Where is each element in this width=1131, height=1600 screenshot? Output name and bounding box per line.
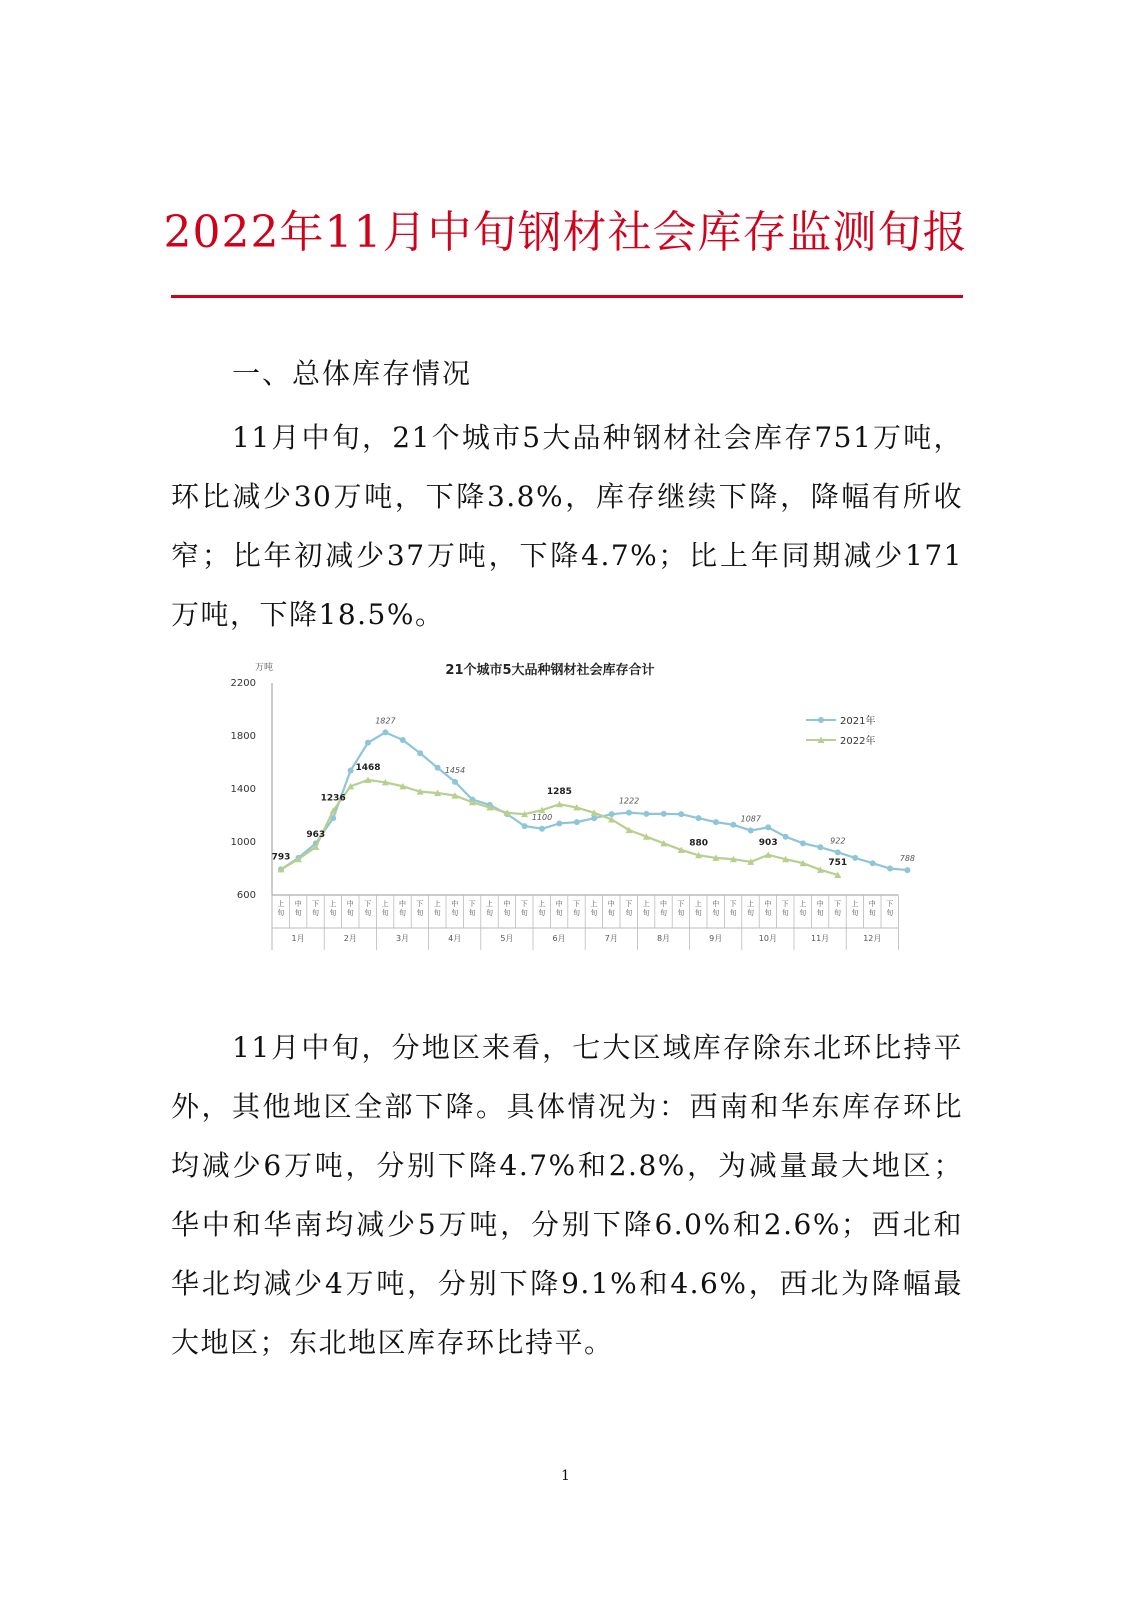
y-tick-label: 1000 xyxy=(230,837,256,848)
x-tick-label: 上旬 xyxy=(538,900,546,917)
data-point-2021 xyxy=(522,823,528,829)
x-tick-label: 上旬 xyxy=(486,900,493,917)
data-point-2021 xyxy=(556,820,562,826)
data-point-2021 xyxy=(765,824,771,830)
data-point-2021 xyxy=(643,811,649,817)
title-divider xyxy=(171,295,963,298)
x-tick-label: 上旬 xyxy=(799,900,807,917)
data-point-2021 xyxy=(435,765,441,771)
x-tick-label: 上旬 xyxy=(590,900,598,917)
data-label: 1285 xyxy=(546,787,572,798)
y-axis-unit: 万吨 xyxy=(254,663,274,673)
data-label: 1468 xyxy=(355,762,381,773)
legend-marker xyxy=(818,717,824,723)
data-label: 1087 xyxy=(740,814,761,824)
x-tick-label: 中旬 xyxy=(712,900,720,917)
x-tick-label: 上旬 xyxy=(642,900,650,917)
data-point-2021 xyxy=(417,750,423,756)
data-point-2021 xyxy=(365,740,371,746)
month-group-label: 5月 xyxy=(500,934,514,943)
x-tick-label: 上旬 xyxy=(277,900,285,917)
document-title: 2022年11月中旬钢材社会库存监测旬报 xyxy=(163,207,968,258)
data-label: 1236 xyxy=(320,793,346,804)
data-label: 793 xyxy=(271,852,291,863)
x-tick-label: 中旬 xyxy=(503,900,511,917)
data-label: 880 xyxy=(689,838,708,849)
month-group-label: 9月 xyxy=(709,934,723,943)
x-tick-label: 上旬 xyxy=(747,900,754,917)
x-tick-label: 下旬 xyxy=(677,900,685,917)
month-group-label: 10月 xyxy=(758,934,777,943)
month-group-label: 4月 xyxy=(448,934,462,943)
inventory-chart xyxy=(230,658,920,978)
x-tick-label: 上旬 xyxy=(381,900,389,917)
data-point-2021 xyxy=(348,767,354,773)
x-tick-label: 中旬 xyxy=(451,900,459,917)
data-point-2021 xyxy=(626,810,632,816)
data-label: 1827 xyxy=(375,716,396,726)
month-group-label: 2月 xyxy=(343,934,357,943)
x-tick-label: 下旬 xyxy=(312,900,319,917)
data-point-2021 xyxy=(852,855,858,861)
legend-label: 2021年 xyxy=(840,716,876,727)
data-point-2021 xyxy=(887,866,893,872)
x-tick-label: 下旬 xyxy=(468,900,476,917)
data-point-2021 xyxy=(870,860,876,866)
data-point-2021 xyxy=(904,867,910,873)
data-label: 1222 xyxy=(618,796,640,806)
x-tick-label: 中旬 xyxy=(607,900,615,917)
month-group-label: 7月 xyxy=(604,934,618,943)
x-tick-label: 中旬 xyxy=(660,900,667,917)
x-tick-label: 中旬 xyxy=(294,900,302,917)
data-point-2021 xyxy=(730,822,736,828)
x-tick-label: 上旬 xyxy=(851,900,859,917)
inventory-chart-svg xyxy=(230,658,920,978)
data-point-2021 xyxy=(539,826,545,832)
chart-title: 21个城市5大品种钢材社会库存合计 xyxy=(445,663,655,678)
month-group-label: 8月 xyxy=(656,934,671,943)
data-label: 963 xyxy=(306,829,326,840)
data-label: 903 xyxy=(758,837,778,848)
data-point-2021 xyxy=(591,815,597,821)
y-tick-label: 1400 xyxy=(230,784,256,795)
data-point-2021 xyxy=(382,729,388,735)
x-tick-label: 下旬 xyxy=(781,900,789,917)
y-tick-label: 1800 xyxy=(230,731,256,742)
data-point-2021 xyxy=(452,779,458,785)
data-point-2021 xyxy=(748,827,754,833)
data-label: 922 xyxy=(830,836,846,846)
x-tick-label: 中旬 xyxy=(399,900,406,917)
data-point-2021 xyxy=(800,840,806,846)
y-tick-label: 2200 xyxy=(230,678,256,689)
data-point-2021 xyxy=(678,811,684,817)
data-point-2021 xyxy=(661,811,667,817)
x-tick-label: 中旬 xyxy=(555,900,563,917)
month-group-label: 11月 xyxy=(811,934,830,943)
x-tick-label: 上旬 xyxy=(329,900,337,917)
data-point-2021 xyxy=(783,834,789,840)
x-tick-label: 下旬 xyxy=(729,900,737,917)
x-tick-label: 下旬 xyxy=(573,900,580,917)
x-tick-label: 中旬 xyxy=(346,900,354,917)
data-label: 1100 xyxy=(531,812,553,822)
x-tick-label: 中旬 xyxy=(868,900,876,917)
month-group-label: 1月 xyxy=(291,934,305,943)
month-group-label: 6月 xyxy=(552,934,566,943)
x-tick-label: 下旬 xyxy=(364,900,372,917)
data-label: 751 xyxy=(828,857,848,868)
month-group-label: 3月 xyxy=(395,934,410,943)
data-point-2021 xyxy=(713,819,719,825)
data-point-2021 xyxy=(574,819,580,825)
x-tick-label: 下旬 xyxy=(520,900,528,917)
page-number: 1 xyxy=(561,1468,570,1484)
data-label: 1454 xyxy=(444,765,466,775)
y-tick-label: 600 xyxy=(236,890,256,901)
paragraph-overview: 11月中旬，21个城市5大品种钢材社会库存751万吨，环比减少30万吨，下降3.8%，库存继续下降，降幅有所收窄；比年初减少37万吨，下降4.7%；比上年同期减少171万吨，下降18.5%。 xyxy=(171,421,963,631)
paragraph-regional: 11月中旬，分地区来看，七大区域库存除东北环比持平外，其他地区全部下降。具体情况为：西南和华东库存环比均减少6万吨，分别下降4.7%和2.8%，为减量最大地区；华中和华南均减少5万吨，分别下降6.0%和2.6%；西北和华北均减少4万吨，分别下降9.1%和4.6%，西北为降幅最大地区；东北地区库存环比持平。 xyxy=(171,1031,963,1359)
data-point-2021 xyxy=(835,849,841,855)
data-point-2021 xyxy=(817,844,823,850)
x-tick-label: 下旬 xyxy=(834,900,841,917)
month-group-label: 12月 xyxy=(863,934,882,943)
x-tick-label: 下旬 xyxy=(416,900,424,917)
legend-label: 2022年 xyxy=(840,736,876,747)
data-label: 788 xyxy=(899,854,916,864)
x-tick-label: 上旬 xyxy=(694,900,702,917)
x-tick-label: 下旬 xyxy=(886,900,894,917)
x-tick-label: 下旬 xyxy=(625,900,633,917)
section-heading: 一、总体库存情况 xyxy=(232,357,473,390)
series-line-2021 xyxy=(281,732,907,870)
x-tick-label: 上旬 xyxy=(433,900,441,917)
data-point-2021 xyxy=(696,815,702,821)
data-point-2021 xyxy=(400,737,406,743)
x-tick-label: 中旬 xyxy=(816,900,824,917)
x-tick-label: 中旬 xyxy=(764,900,772,917)
